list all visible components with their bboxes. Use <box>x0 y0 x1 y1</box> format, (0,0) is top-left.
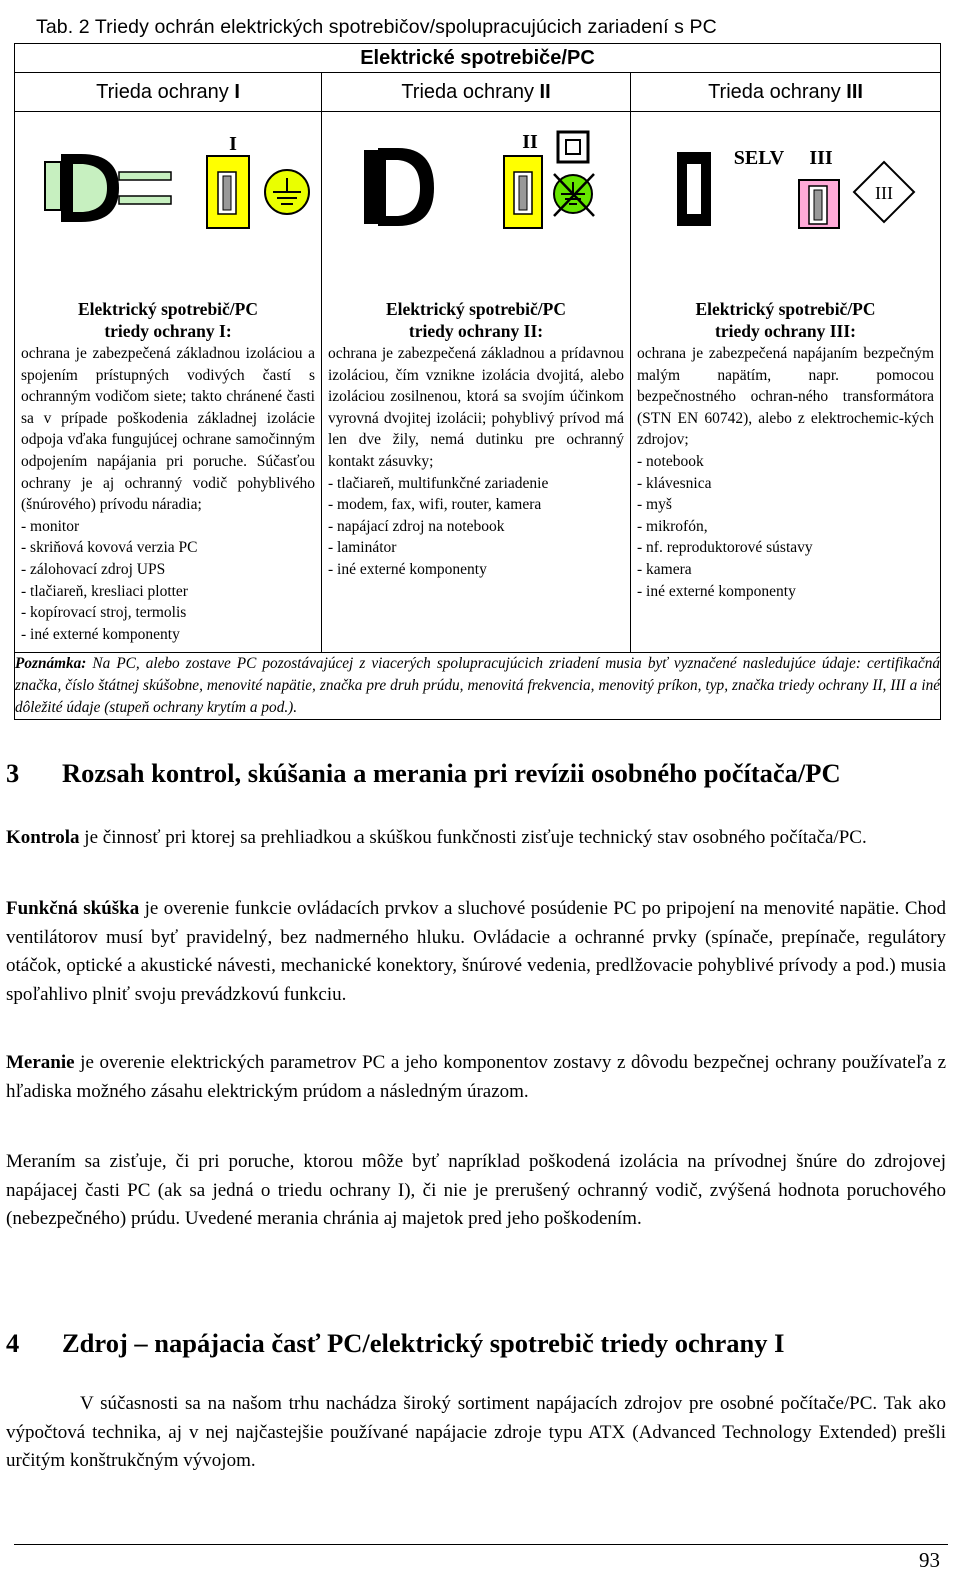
symbol-label-1: I <box>229 133 237 155</box>
list-item: - iné externé komponenty <box>637 582 796 600</box>
class-header-1: Trieda ochrany I <box>15 73 322 112</box>
list-item: - napájací zdroj na notebook <box>328 517 505 535</box>
list-item: - tlačiareň, kresliaci plotter <box>21 582 188 600</box>
symbol-label-3: III <box>809 147 833 169</box>
list-item: - nf. reproduktorové sústavy <box>637 539 813 557</box>
list-item: - mikrofón, <box>637 517 708 535</box>
paragraph-meranim: Meraním sa zisťuje, či pri poruche, ktorou môže byť napríklad poškodená izolácia na prívodnej šnúre do zdrojovej napájacej časti PC (ak sa jedná o triedu ochrany I), či nie je prerušený ochranný vodič, zvýšená hodnota poruchového (nebezpečného) prúdu. Uvedené merania chránia aj majetok pred jeho poškodením. <box>6 1151 946 1229</box>
list-item: - kopírovací stroj, termolis <box>21 604 187 622</box>
list-item: - notebook <box>637 452 704 470</box>
section-3-heading: 3 Rozsah kontrol, skúšania a merania pri revízii osobného počítača/PC <box>6 758 841 788</box>
no-earth-icon <box>554 174 594 216</box>
plug-icon <box>677 152 711 226</box>
table-caption: Tab. 2 Triedy ochrán elektrických spotrebičov/spolupracujúcich zariadení s PC <box>36 16 717 38</box>
list-item: - klávesnica <box>637 474 712 492</box>
plug-icon <box>364 148 434 226</box>
class-2-symbols <box>322 112 631 298</box>
list-item: - iné externé komponenty <box>21 625 180 643</box>
selv-label: SELV <box>733 147 785 169</box>
list-item: - modem, fax, wifi, router, kamera <box>328 496 542 514</box>
class-2-title: Elektrický spotrebič/PC triedy ochrany II: <box>385 299 566 341</box>
class-3-symbols <box>631 112 941 298</box>
class-1-title: Elektrický spotrebič/PC triedy ochrany I: <box>77 299 258 341</box>
class-1-symbols <box>15 112 322 298</box>
footer-divider <box>14 1544 948 1545</box>
earth-ground-icon <box>265 170 309 214</box>
list-item: - monitor <box>21 517 80 535</box>
class-3-cell <box>631 112 941 653</box>
paragraph-zdroj: V súčasnosti sa na našom trhu nachádza široký sortiment napájacích zdrojov pre osobné počítače/PC. Tak ako výpočtová technika, aj v nej najčastejšie používané napájacie zdroje typu ATX (Advanced Technology Extended) prešli určitým konštrukčným vývojom. <box>6 1393 946 1471</box>
table-main-header: Elektrické spotrebiče/PC <box>15 44 941 73</box>
class-header-2: Trieda ochrany II <box>322 73 631 112</box>
symbol-label-2: II <box>522 131 538 153</box>
list-item: - kamera <box>637 560 692 578</box>
paragraph-funkcna-skuska: Funkčná skúška je overenie funkcie ovládacích prvkov a sluchové posúdenie PC po pripojení na menovité napätie. Chod ventilátorov musí byť pravidelný, bez nadmerného hluku. Ovládacie a ochranné prvky (spínače, prepínače, regulátory otáčok, optické a akustické návesti, mechanické konektory, šnúrové vedenia, predlžovacie pohyblivé prívody a pod.) musia spoľahlivo plniť svoju prevádzkovú funkciu. <box>6 898 946 1005</box>
socket-icon <box>799 180 839 228</box>
list-item: - zálohovací zdroj UPS <box>21 560 166 578</box>
class-1-cell <box>15 112 322 653</box>
class-3-description: ochrana je zabezpečená napájaním bezpečným malým napätím, napr. pomocou bezpečnostného ochran-ného transformátora (STN EN 60742), alebo z elektrochemic-kých zdrojov; - notebook - klávesnica - myš - mikrofón, - nf. reproduktorové sústavy - kamera - iné externé komponenty <box>637 343 934 602</box>
class-3-title: Elektrický spotrebič/PC triedy ochrany III: <box>695 299 876 341</box>
table-note: Poznámka: Na PC, alebo zostave PC pozostávajúcej z viacerých spolupracujúcich zriadení musia byť vyznačené nasledujúce údaje: certifikačná značka, číslo štátnej skúšobne, menovité napätie, značka pre druh prúdu, menovitá frekvencia, menovitý príkon, typ, značka triedy ochrany II, III a iné dôležité údaje (stupeň ochrany krytím a pod.). <box>15 653 941 720</box>
list-item: - skriňová kovová verzia PC <box>21 539 198 557</box>
list-item: - tlačiareň, multifunkčné zariadenie <box>328 474 549 492</box>
section-4-heading: 4 Zdroj – napájacia časť PC/elektrický spotrebič triedy ochrany I <box>6 1328 785 1358</box>
socket-icon <box>207 156 249 228</box>
protection-classes-table <box>14 43 941 720</box>
svg-text:III: III <box>875 183 893 203</box>
list-item: - laminátor <box>328 539 397 557</box>
class-3-diamond-icon <box>854 162 914 222</box>
class-header-3: Trieda ochrany III <box>631 73 941 112</box>
class-1-description: ochrana je zabezpečená základnou izoláciou a spojením prístupných vodivých častí s ochranným vodičom siete; takto chránené časti sa v prípade poškodenia základnej izolácie odpoja vďaka fungujúcej ochrane samočinným odpojením napájania pri poruche. Súčasťou ochrany je aj ochranný vodič pohyblivého (šnúrového) prívodu náradia; - monitor - skriňová kovová verzia PC - zálohovací zdroj UPS - tlačiareň, kresliaci plotter - kopírovací stroj, termolis - iné externé komponenty <box>21 343 315 645</box>
socket-icon <box>504 156 542 228</box>
class-2-description: ochrana je zabezpečená základnou a prídavnou izoláciou, čím vznikne izolácia dvojitá, alebo izoláciou zosilnenou, ktorá sa svojím účinkom vyrovná dvojitej izolácii; pohyblivý prívod má len dve žily, nemá dutinku pre ochranný kontakt zásuvky; - tlačiareň, multifunkčné zariadenie - modem, fax, wifi, router, kamera - napájací zdroj na notebook - laminátor - iné externé komponenty <box>328 343 624 581</box>
paragraph-kontrola: Kontrola je činnosť pri ktorej sa prehliadkou a skúškou funkčnosti zisťuje technický stav osobného počítača/PC. <box>6 827 867 848</box>
page-number: 93 <box>919 1548 940 1572</box>
paragraph-meranie: Meranie je overenie elektrických parametrov PC a jeho komponentov zostavy z dôvodu bezpečnej ochrany používateľa z hľadiska možného zásahu elektrickým prúdom a následným úrazom. <box>6 1052 946 1102</box>
list-item: - myš <box>637 496 672 514</box>
plug-icon <box>45 154 171 222</box>
class-2-cell <box>322 112 631 653</box>
list-item: - iné externé komponenty <box>328 560 487 578</box>
double-insulation-icon <box>558 132 588 162</box>
